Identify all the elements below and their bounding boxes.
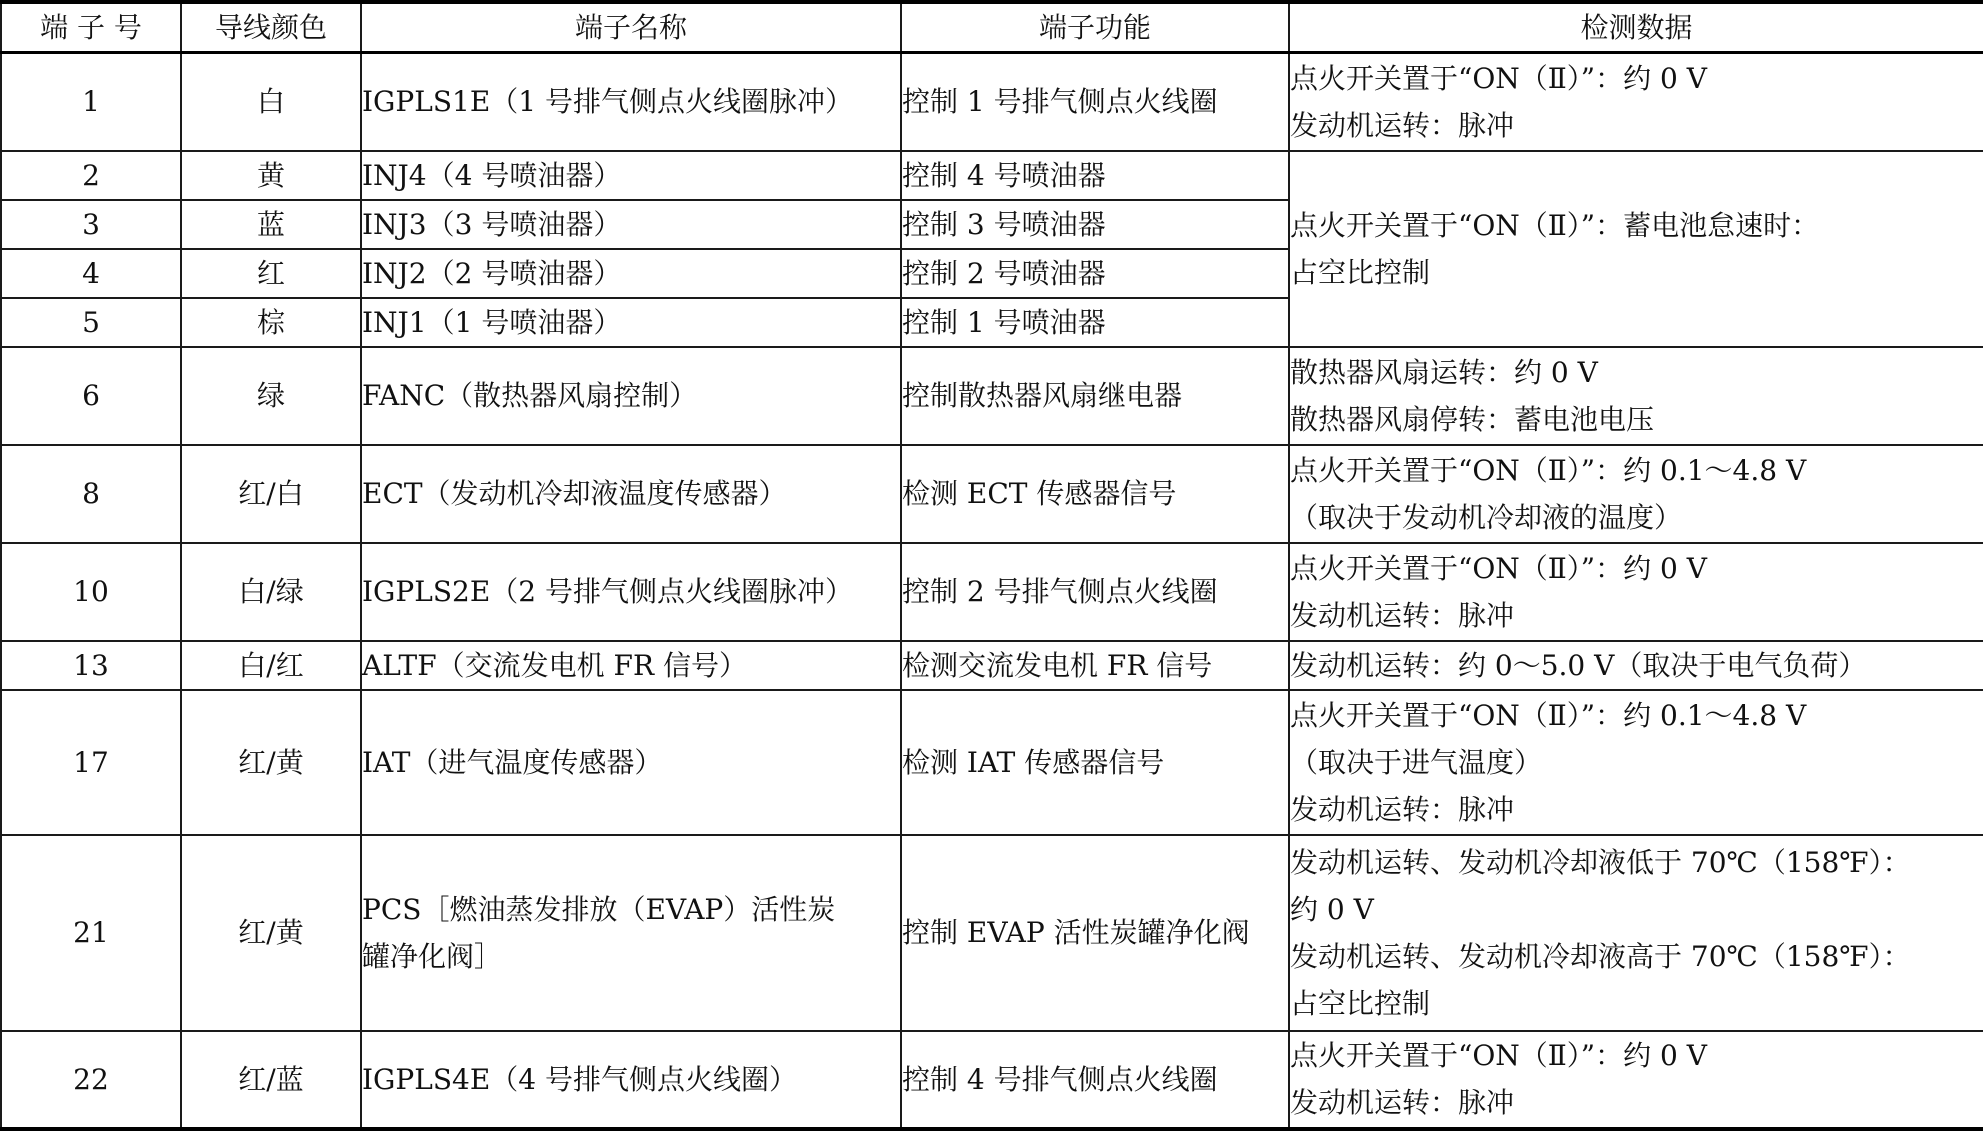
terminal-function: 控制 4 号排气侧点火线圈 — [901, 1031, 1289, 1129]
test-data-line: 发动机运转：脉冲 — [1290, 1086, 1515, 1119]
terminal-name: IAT（进气温度传感器） — [361, 690, 901, 835]
test-data-line: 点火开关置于“ON（Ⅱ）”：蓄电池怠速时： — [1290, 208, 1820, 242]
test-data — [1289, 347, 1983, 445]
terminal-name: INJ4（4 号喷油器） — [361, 151, 901, 200]
table-row — [1, 1031, 1983, 1129]
test-data-line: 发动机运转：脉冲 — [1290, 108, 1515, 142]
terminal-number: 1 — [1, 53, 181, 151]
test-data-line: 点火开关置于“ON（Ⅱ）”：约 0 V — [1290, 61, 1707, 95]
test-data-line: （取决于进气温度） — [1290, 745, 1543, 779]
test-data-line: 发动机运转：脉冲 — [1290, 792, 1515, 826]
terminal-name — [361, 835, 901, 1031]
table-row — [1, 347, 1983, 445]
test-data-line: 散热器风扇运转：约 0 V — [1290, 355, 1598, 389]
terminal-function: 控制 EVAP 活性炭罐净化阀 — [901, 835, 1289, 1031]
test-data — [1289, 835, 1983, 1031]
wire-color: 绿 — [181, 347, 361, 445]
wire-color: 棕 — [181, 298, 361, 347]
test-data — [1289, 641, 1983, 690]
test-data-line: 约 0 V — [1290, 892, 1374, 926]
test-data-line: 发动机运转：脉冲 — [1290, 598, 1515, 632]
test-data-line: （取决于发动机冷却液的温度） — [1290, 500, 1683, 534]
test-data — [1289, 445, 1983, 543]
table-row — [1, 690, 1983, 835]
test-data-line: 发动机运转、发动机冷却液高于 70℃（158℉）： — [1290, 939, 1911, 973]
header-wire-color: 导线颜色 — [181, 2, 361, 53]
terminal-name: IGPLS2E（2 号排气侧点火线圈脉冲） — [361, 543, 901, 641]
terminal-function: 控制散热器风扇继电器 — [901, 347, 1289, 445]
test-data — [1289, 543, 1983, 641]
test-data-line: 散热器风扇停转：蓄电池电压 — [1290, 402, 1655, 436]
wire-color: 白/绿 — [181, 543, 361, 641]
test-data — [1289, 1031, 1983, 1129]
terminal-name: INJ2（2 号喷油器） — [361, 249, 901, 298]
wire-color: 红/黄 — [181, 690, 361, 835]
terminal-name: ALTF（交流发电机 FR 信号） — [361, 641, 901, 690]
terminal-name-line: PCS［燃油蒸发排放（EVAP）活性炭 — [362, 892, 836, 926]
terminal-name: FANC（散热器风扇控制） — [361, 347, 901, 445]
terminal-function: 控制 1 号喷油器 — [901, 298, 1289, 347]
table-row — [1, 835, 1983, 1031]
wire-color: 白 — [181, 53, 361, 151]
wire-color: 蓝 — [181, 200, 361, 249]
terminal-function: 检测 ECT 传感器信号 — [901, 445, 1289, 543]
test-data — [1289, 690, 1983, 835]
table-row — [1, 543, 1983, 641]
terminal-number: 6 — [1, 347, 181, 445]
test-data — [1289, 151, 1983, 347]
header-test-data: 检测数据 — [1289, 2, 1983, 53]
terminal-name: INJ1（1 号喷油器） — [361, 298, 901, 347]
terminal-function: 控制 1 号排气侧点火线圈 — [901, 53, 1289, 151]
test-data — [1289, 53, 1983, 151]
terminal-name: INJ3（3 号喷油器） — [361, 200, 901, 249]
test-data-line: 点火开关置于“ON（Ⅱ）”：约 0.1～4.8 V — [1290, 453, 1807, 487]
header-terminal-function: 端子功能 — [901, 2, 1289, 53]
test-data-line: 发动机运转、发动机冷却液低于 70℃（158℉）： — [1290, 845, 1911, 879]
header-row — [1, 2, 1983, 53]
terminal-number: 10 — [1, 543, 181, 641]
test-data-line: 点火开关置于“ON（Ⅱ）”：约 0 V — [1290, 551, 1707, 585]
test-data-line: 占空比控制 — [1290, 255, 1431, 289]
terminal-function: 检测交流发电机 FR 信号 — [901, 641, 1289, 690]
terminal-function: 控制 2 号排气侧点火线圈 — [901, 543, 1289, 641]
wire-color: 白/红 — [181, 641, 361, 690]
terminal-number: 13 — [1, 641, 181, 690]
terminal-function: 控制 4 号喷油器 — [901, 151, 1289, 200]
table-row — [1, 53, 1983, 151]
table-row — [1, 445, 1983, 543]
header-terminal-name: 端子名称 — [361, 2, 901, 53]
table-row — [1, 151, 1983, 200]
wire-color: 红/黄 — [181, 835, 361, 1031]
test-data-line: 点火开关置于“ON（Ⅱ）”：约 0 V — [1290, 1039, 1707, 1072]
terminal-number: 3 — [1, 200, 181, 249]
terminal-function: 控制 3 号喷油器 — [901, 200, 1289, 249]
terminal-number: 8 — [1, 445, 181, 543]
terminal-number: 2 — [1, 151, 181, 200]
table-row — [1, 641, 1983, 690]
wire-color: 黄 — [181, 151, 361, 200]
terminal-number: 5 — [1, 298, 181, 347]
test-data-line: 占空比控制 — [1290, 986, 1431, 1020]
terminal-number: 4 — [1, 249, 181, 298]
terminal-number: 21 — [1, 835, 181, 1031]
header-terminal-no: 端 子 号 — [1, 2, 181, 53]
terminal-name: IGPLS4E（4 号排气侧点火线圈） — [361, 1031, 901, 1129]
wire-color: 红/蓝 — [181, 1031, 361, 1129]
test-data-line: 发动机运转：约 0～5.0 V（取决于电气负荷） — [1290, 648, 1867, 682]
wire-color: 红/白 — [181, 445, 361, 543]
terminal-number: 22 — [1, 1031, 181, 1129]
test-data-line: 点火开关置于“ON（Ⅱ）”：约 0.1～4.8 V — [1290, 698, 1807, 732]
terminal-name-line: 罐净化阀］ — [362, 939, 503, 973]
terminal-name: ECT（发动机冷却液温度传感器） — [361, 445, 901, 543]
terminal-function: 检测 IAT 传感器信号 — [901, 690, 1289, 835]
terminal-name: IGPLS1E（1 号排气侧点火线圈脉冲） — [361, 53, 901, 151]
terminal-function: 控制 2 号喷油器 — [901, 249, 1289, 298]
terminal-number: 17 — [1, 690, 181, 835]
wire-color: 红 — [181, 249, 361, 298]
